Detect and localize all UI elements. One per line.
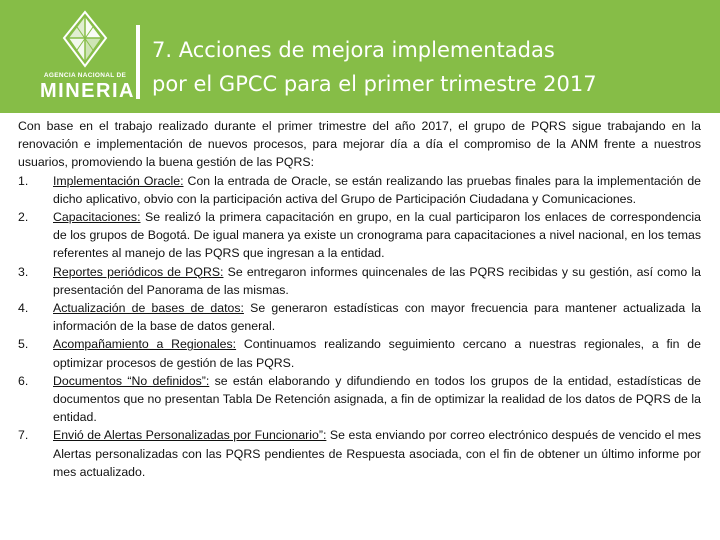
item-text: se están elaborando y difundiendo en todos los grupos de la entidad, estadísticas de documentos que no presentan Tabla De Retención asignada, a fin de optimizar la realidad de los datos de PQRS de la entidad. (53, 373, 702, 425)
header-band (0, 0, 720, 113)
actions-list (18, 172, 701, 481)
item-heading: Actualización de bases de datos: (53, 301, 244, 316)
logo-name: MINERIA (40, 80, 135, 102)
list-item (18, 426, 701, 481)
item-number: 1. (18, 173, 29, 188)
intro-paragraph: Con base en el trabajo realizado durante el primer trimestre del año 2017, el grupo de PQRS sigue trabajando en la renovación e implementación de nuevos procesos, para mejorar día a día el compromiso de la ANM frente a nuestros usuarios, promoviendo la buena gestión de las PQRS: (18, 119, 701, 170)
item-text: Se entregaron informes quincenales de las PQRS recibidas y su gestión, así como la presentación del Panorama de las mismas. (53, 264, 701, 297)
page-title-line-2: por el GPCC para el primer trimestre 2017 (152, 72, 597, 96)
item-number: 3. (18, 264, 29, 279)
logo-subtitle: AGENCIA NACIONAL DE (43, 72, 127, 79)
diamond-logo-icon (62, 10, 108, 68)
item-text: Continuamos realizando seguimiento cercano a nuestras regionales, a fin de optimizar procesos de gestión de las PQRS. (53, 337, 701, 370)
item-text: Se realizó la primera capacitación en grupo, en la cual participaron los enlaces de correspondencia de los grupos de Bogotá. De igual manera ya existe un cronograma para capacitaciones a nivel nacional, en los temas referentes al manejo de las PQRS que ingresan a la entidad. (53, 210, 701, 261)
list-item (18, 372, 701, 427)
item-number: 6. (18, 373, 29, 388)
item-heading: Capacitaciones: (53, 210, 141, 225)
content-body (18, 117, 701, 481)
anm-logo (40, 10, 135, 102)
item-heading: Envió de Alertas Personalizadas por Funcionario”: (53, 428, 327, 443)
item-heading: Acompañamiento a Regionales: (53, 337, 237, 352)
page-title (152, 33, 712, 101)
item-heading: Documentos “No definidos”: (53, 373, 210, 388)
item-number: 5. (18, 337, 29, 352)
page-title-line-1: 7. Acciones de mejora implementadas (152, 38, 555, 62)
list-item (18, 299, 701, 335)
item-text: Con la entrada de Oracle, se están realizando las pruebas finales para la implementación de dicho aplicativo, obvio con la participación activa del Grupo de Participación Ciudadana y Comunicaciones. (53, 173, 701, 206)
item-number: 2. (18, 210, 29, 225)
list-item (18, 335, 701, 371)
item-heading: Reportes periódicos de PQRS: (53, 264, 224, 279)
item-number: 7. (18, 428, 29, 443)
list-item (18, 172, 701, 208)
item-heading: Implementación Oracle: (53, 173, 184, 188)
header-divider (136, 25, 140, 99)
list-item (18, 208, 701, 263)
item-number: 4. (18, 301, 29, 316)
item-text: Se esta enviando por correo electrónico después de vencido el mes Alertas personalizadas con las PQRS pendientes de Respuesta asociada, con el fin de obtener un último informe por mes actualizado. (53, 428, 702, 479)
item-text: Se generaron estadísticas con mayor frecuencia para mantener actualizada la información de la base de datos general. (53, 301, 701, 334)
list-item (18, 263, 701, 299)
